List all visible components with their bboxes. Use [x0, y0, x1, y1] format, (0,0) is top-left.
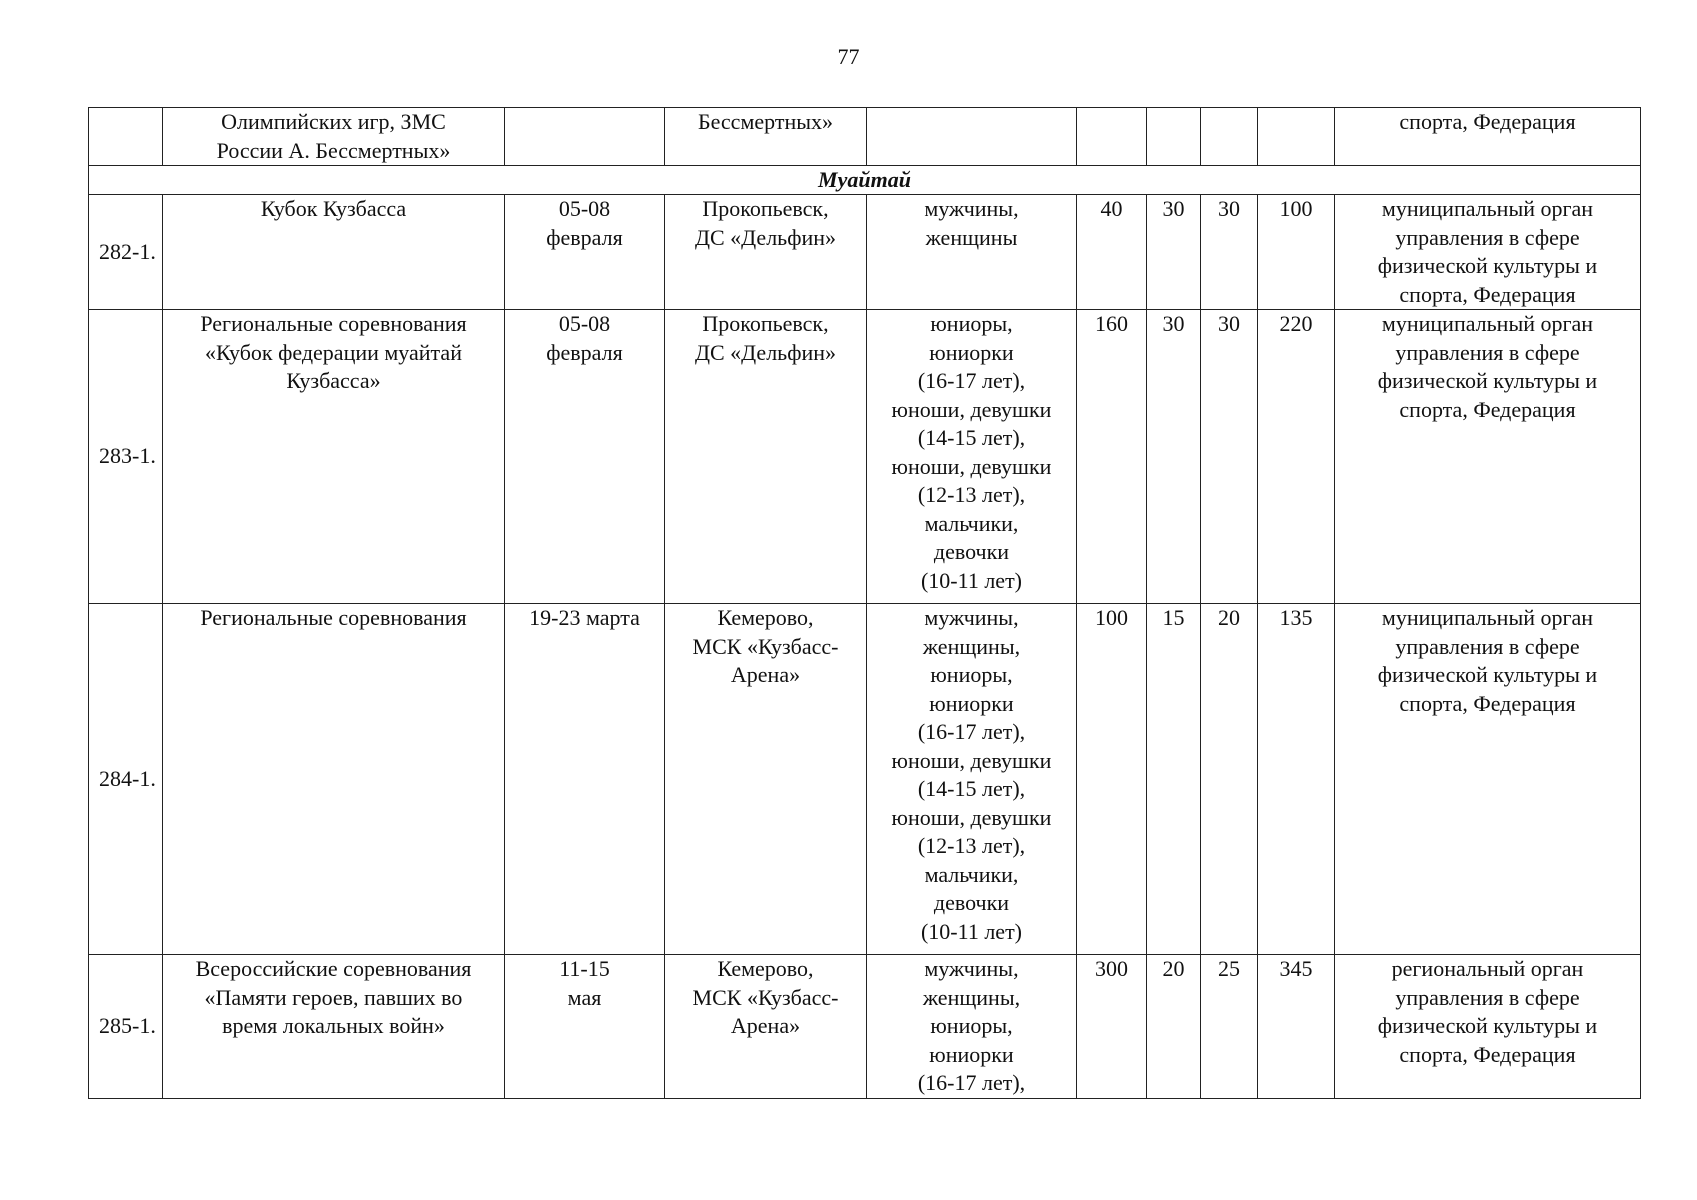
cell-line: юноши, девушки	[891, 453, 1052, 479]
cell-venue	[665, 604, 867, 955]
cell-line: ДС «Дельфин»	[694, 339, 837, 365]
cell-line: (10-11 лет)	[920, 918, 1023, 944]
page-number: 77	[837, 44, 860, 69]
cell-line: юниорки	[929, 339, 1014, 365]
cell-participants	[867, 108, 1077, 166]
cell-line: (16-17 лет),	[917, 368, 1026, 393]
cell-dates	[505, 310, 665, 604]
cell-line: МСК «Кузбасс-	[692, 984, 839, 1010]
cell-participants	[867, 195, 1077, 310]
cell-count-1	[1077, 108, 1147, 166]
cell-number: 282-1.	[89, 195, 163, 310]
cell-line: муниципальный орган	[1381, 311, 1594, 336]
cell-line: спорта, Федерация	[1399, 281, 1576, 307]
cell-line: юноши, девушки	[891, 747, 1052, 773]
cell-total: 100	[1258, 195, 1335, 310]
events-table	[88, 107, 1641, 1099]
table-row	[89, 310, 1641, 604]
cell-line: 05-08	[558, 196, 611, 221]
cell-participants	[867, 310, 1077, 604]
cell-count-3: 30	[1201, 310, 1258, 604]
cell-line: мужчины,	[924, 956, 1019, 981]
cell-line: физической культуры и	[1377, 368, 1598, 393]
cell-count-3: 30	[1201, 195, 1258, 310]
section-title: Муайтай	[89, 166, 1641, 195]
cell-line: ДС «Дельфин»	[694, 224, 837, 250]
cell-line: управления в сфере	[1395, 633, 1580, 659]
cell-line: управления в сфере	[1395, 224, 1580, 250]
cell-event-name	[163, 108, 505, 166]
table-row	[89, 195, 1641, 310]
cell-event-name	[163, 955, 505, 1099]
cell-line: спорта, Федерация	[1399, 396, 1576, 422]
cell-line: физической культуры и	[1377, 1013, 1598, 1038]
table-row	[89, 955, 1641, 1099]
cell-number: 283-1.	[89, 310, 163, 604]
cell-count-1: 160	[1077, 310, 1147, 604]
cell-line: февраля	[546, 339, 623, 365]
cell-line: Бессмертных»	[697, 109, 834, 134]
cell-line: «Кубок федерации муайтай	[205, 339, 462, 365]
cell-line: юноши, девушки	[891, 396, 1052, 422]
cell-line: России А. Бессмертных»	[216, 137, 451, 163]
cell-dates	[505, 604, 665, 955]
cell-line: Региональные соревнования	[200, 605, 467, 630]
cell-line: Кузбасса»	[286, 368, 381, 393]
cell-participants	[867, 604, 1077, 955]
cell-line: Всероссийские соревнования	[195, 956, 472, 981]
cell-count-1: 40	[1077, 195, 1147, 310]
section-header-row	[89, 166, 1641, 195]
cell-line: мальчики,	[924, 510, 1019, 536]
cell-number: 284-1.	[89, 604, 163, 955]
cell-line: Арена»	[730, 1013, 801, 1038]
cell-line: (14-15 лет),	[917, 776, 1026, 801]
cell-line: спорта, Федерация	[1399, 109, 1576, 134]
cell-line: юниоры,	[930, 311, 1013, 336]
cell-organizer	[1335, 108, 1641, 166]
cell-line: Олимпийских игр, ЗМС	[221, 109, 446, 134]
cell-venue	[665, 108, 867, 166]
cell-line: женщины,	[922, 633, 1021, 659]
cell-line: физической культуры и	[1377, 662, 1598, 687]
cell-total: 220	[1258, 310, 1335, 604]
cell-line: Прокопьевск,	[702, 311, 829, 336]
cell-venue	[665, 195, 867, 310]
cell-line: девочки	[933, 890, 1010, 915]
cell-venue	[665, 955, 867, 1099]
cell-count-2: 30	[1147, 310, 1201, 604]
cell-line: женщины,	[922, 984, 1021, 1010]
cell-line: физической культуры и	[1377, 253, 1598, 278]
cell-line: юниоры,	[930, 1013, 1013, 1038]
cell-line: Кемерово,	[717, 605, 814, 630]
cell-line: Кубок Кузбасса	[260, 196, 407, 221]
cell-dates	[505, 108, 665, 166]
cell-line: юноши, девушки	[891, 804, 1052, 830]
cell-dates	[505, 955, 665, 1099]
cell-line: девочки	[933, 539, 1010, 564]
cell-line: мая	[567, 984, 602, 1010]
cell-line: 19-23 марта	[529, 605, 640, 630]
cell-line: (10-11 лет)	[920, 567, 1023, 593]
cell-count-1: 100	[1077, 604, 1147, 955]
cell-line: мужчины,	[924, 605, 1019, 630]
cell-total: 135	[1258, 604, 1335, 955]
cell-count-3	[1201, 108, 1258, 166]
cell-dates	[505, 195, 665, 310]
cell-line: Кемерово,	[717, 956, 814, 981]
cell-count-3: 20	[1201, 604, 1258, 955]
cell-line: Арена»	[730, 662, 801, 687]
cell-line: муниципальный орган	[1381, 605, 1594, 630]
cell-line: (16-17 лет),	[917, 1070, 1026, 1095]
cell-line: время локальных войн»	[222, 1013, 445, 1038]
cell-number	[89, 108, 163, 166]
cell-line: (12-13 лет),	[917, 833, 1026, 858]
cell-line: Региональные соревнования	[200, 311, 467, 336]
cell-organizer	[1335, 955, 1641, 1099]
cell-line: (12-13 лет),	[917, 482, 1026, 507]
cell-line: 11-15	[559, 956, 610, 981]
cell-line: женщины	[925, 224, 1018, 250]
cell-line: управления в сфере	[1395, 339, 1580, 365]
cell-line: юниорки	[929, 1041, 1014, 1067]
cell-count-2: 30	[1147, 195, 1201, 310]
cell-line: 05-08	[558, 311, 611, 336]
cell-organizer	[1335, 604, 1641, 955]
cell-participants	[867, 955, 1077, 1099]
cell-line: мальчики,	[924, 861, 1019, 887]
cell-organizer	[1335, 195, 1641, 310]
cell-line: управления в сфере	[1395, 984, 1580, 1010]
table-row	[89, 604, 1641, 955]
cell-line: февраля	[546, 224, 623, 250]
cell-line: МСК «Кузбасс-	[692, 633, 839, 659]
cell-line: Прокопьевск,	[702, 196, 829, 221]
cell-event-name	[163, 604, 505, 955]
cell-count-1: 300	[1077, 955, 1147, 1099]
table-row-continuation	[89, 108, 1641, 166]
cell-event-name	[163, 310, 505, 604]
cell-count-3: 25	[1201, 955, 1258, 1099]
cell-line: «Памяти героев, павших во	[204, 984, 463, 1010]
cell-event-name	[163, 195, 505, 310]
cell-line: региональный орган	[1391, 956, 1584, 981]
cell-total	[1258, 108, 1335, 166]
cell-line: спорта, Федерация	[1399, 690, 1576, 716]
cell-line: спорта, Федерация	[1399, 1041, 1576, 1067]
cell-organizer	[1335, 310, 1641, 604]
cell-total: 345	[1258, 955, 1335, 1099]
cell-count-2	[1147, 108, 1201, 166]
cell-line: мужчины,	[924, 196, 1019, 221]
cell-number: 285-1.	[89, 955, 163, 1099]
cell-line: (16-17 лет),	[917, 719, 1026, 744]
cell-venue	[665, 310, 867, 604]
cell-line: юниорки	[929, 690, 1014, 716]
cell-line: муниципальный орган	[1381, 196, 1594, 221]
cell-line: юниоры,	[930, 662, 1013, 687]
cell-line: (14-15 лет),	[917, 425, 1026, 450]
cell-count-2: 20	[1147, 955, 1201, 1099]
cell-count-2: 15	[1147, 604, 1201, 955]
